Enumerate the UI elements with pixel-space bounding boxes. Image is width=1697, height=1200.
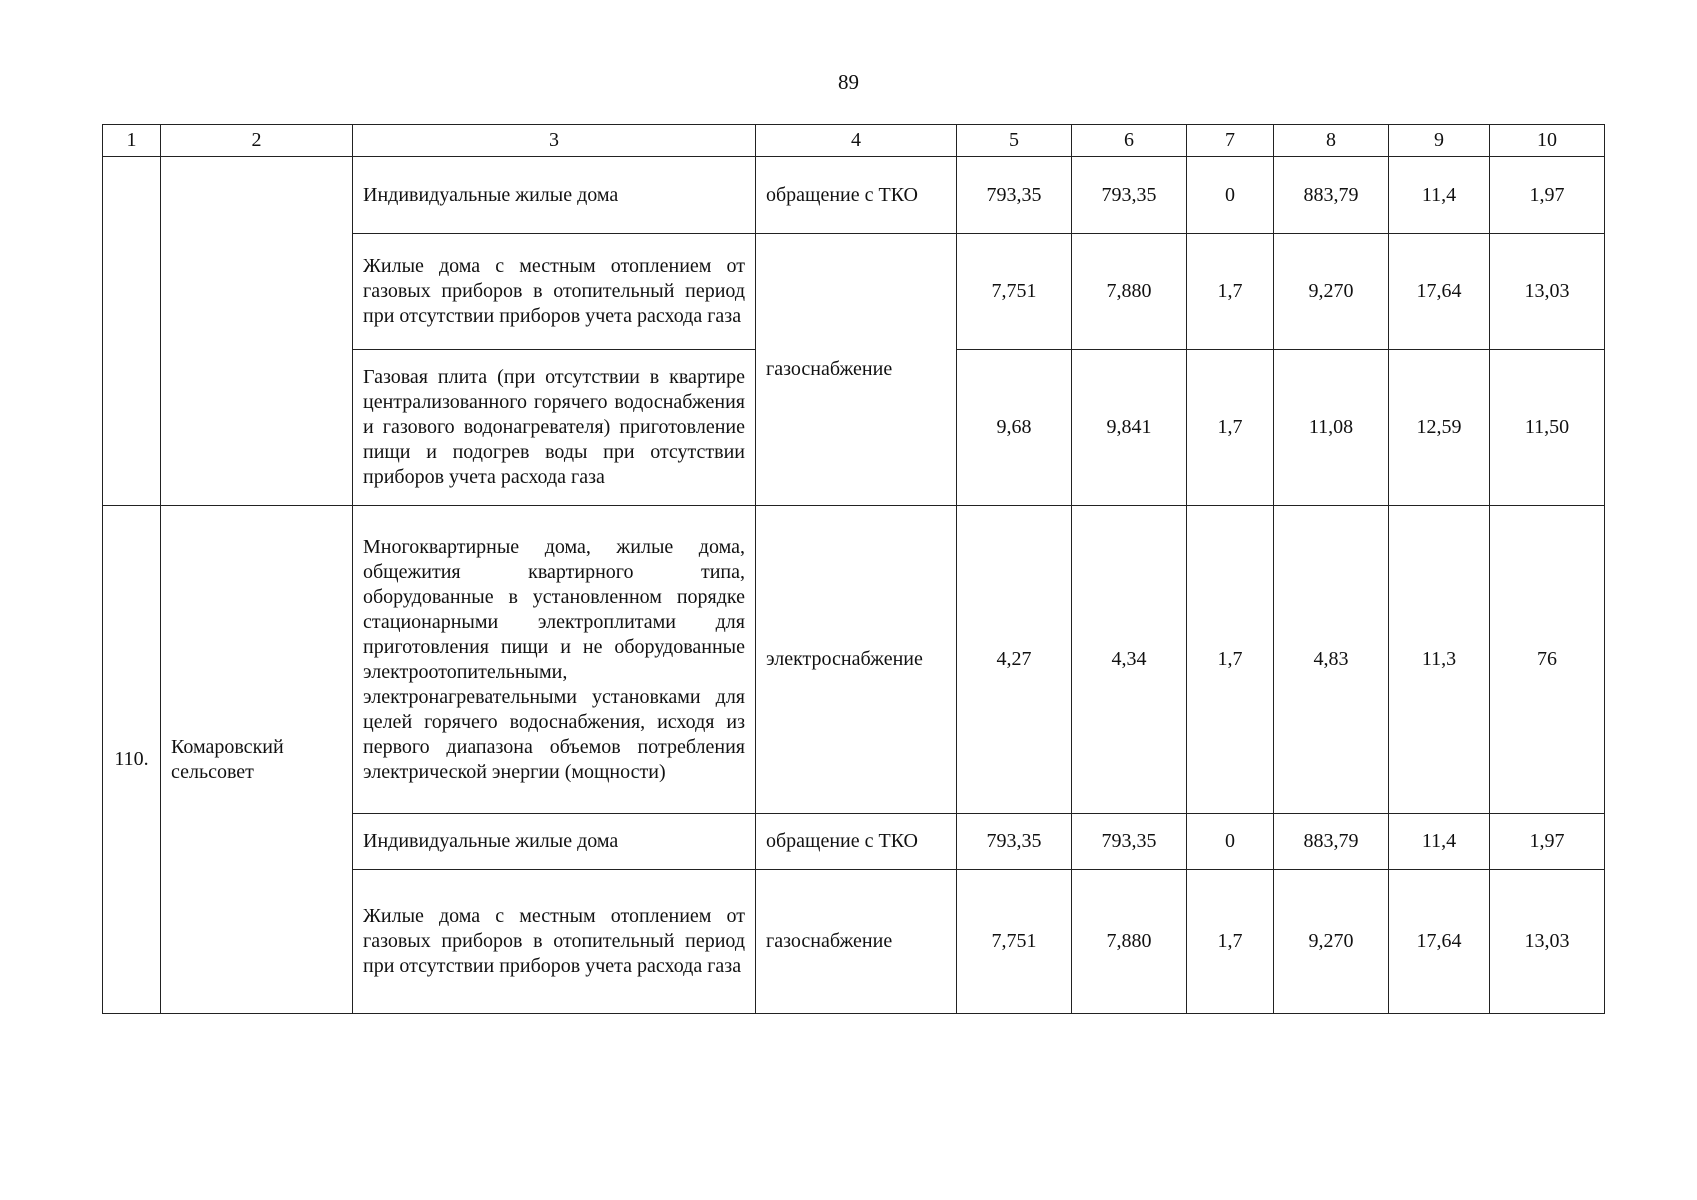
column-header: 5 bbox=[957, 125, 1072, 157]
value-cell: 13,03 bbox=[1490, 870, 1605, 1014]
value-cell: 11,4 bbox=[1389, 814, 1490, 870]
column-header: 10 bbox=[1490, 125, 1605, 157]
page-number: 89 bbox=[838, 70, 859, 94]
municipality-cell: Комаровский сельсовет bbox=[161, 506, 353, 1014]
header-row bbox=[103, 125, 1605, 157]
value-cell: 7,880 bbox=[1072, 234, 1187, 350]
table-row bbox=[103, 506, 1605, 814]
value-cell: 1,97 bbox=[1490, 814, 1605, 870]
value-cell: 9,270 bbox=[1274, 234, 1389, 350]
value-cell: 1,97 bbox=[1490, 157, 1605, 234]
value-cell: 4,34 bbox=[1072, 506, 1187, 814]
value-cell: 7,880 bbox=[1072, 870, 1187, 1014]
description-cell: Жилые дома с местным отоплением от газовых приборов в отопительный период при отсутствии приборов учета расхода газа bbox=[353, 870, 756, 1014]
value-cell: 11,50 bbox=[1490, 350, 1605, 506]
service-cell: электроснабжение bbox=[756, 506, 957, 814]
tariff-table bbox=[102, 124, 1605, 1014]
service-cell: газоснабжение bbox=[756, 870, 957, 1014]
description-cell: Индивидуальные жилые дома bbox=[353, 157, 756, 234]
value-cell: 793,35 bbox=[1072, 157, 1187, 234]
value-cell: 12,59 bbox=[1389, 350, 1490, 506]
value-cell: 17,64 bbox=[1389, 870, 1490, 1014]
column-header: 4 bbox=[756, 125, 957, 157]
value-cell: 1,7 bbox=[1187, 506, 1274, 814]
value-cell: 7,751 bbox=[957, 870, 1072, 1014]
value-cell: 793,35 bbox=[957, 814, 1072, 870]
column-header: 2 bbox=[161, 125, 353, 157]
number-cell: 110. bbox=[103, 506, 161, 1014]
column-header: 8 bbox=[1274, 125, 1389, 157]
column-header: 1 bbox=[103, 125, 161, 157]
value-cell: 0 bbox=[1187, 157, 1274, 234]
value-cell: 11,3 bbox=[1389, 506, 1490, 814]
column-header: 7 bbox=[1187, 125, 1274, 157]
value-cell: 9,68 bbox=[957, 350, 1072, 506]
value-cell: 17,64 bbox=[1389, 234, 1490, 350]
value-cell: 11,4 bbox=[1389, 157, 1490, 234]
value-cell: 1,7 bbox=[1187, 234, 1274, 350]
value-cell: 1,7 bbox=[1187, 870, 1274, 1014]
value-cell: 4,83 bbox=[1274, 506, 1389, 814]
value-cell: 9,841 bbox=[1072, 350, 1187, 506]
value-cell: 76 bbox=[1490, 506, 1605, 814]
column-header: 3 bbox=[353, 125, 756, 157]
value-cell: 1,7 bbox=[1187, 350, 1274, 506]
value-cell: 9,270 bbox=[1274, 870, 1389, 1014]
description-cell: Многоквартирные дома, жилые дома, общежития квартирного типа, оборудованные в установленном порядке стационарными электроплитами для приготовления пищи и не оборудованные электроотопительными, электронагревательными установками для целей горячего водоснабжения, исходя из первого диапазона объемов потребления электрической энергии (мощности) bbox=[353, 506, 756, 814]
value-cell: 883,79 bbox=[1274, 814, 1389, 870]
value-cell: 4,27 bbox=[957, 506, 1072, 814]
value-cell: 11,08 bbox=[1274, 350, 1389, 506]
service-cell: обращение с ТКО bbox=[756, 814, 957, 870]
description-cell: Газовая плита (при отсутствии в квартире централизованного горячего водоснабжения и газового водонагревателя) приготовление пищи и подогрев воды при отсутствии приборов учета расхода газа bbox=[353, 350, 756, 506]
service-cell: обращение с ТКО bbox=[756, 157, 957, 234]
service-cell: газоснабжение bbox=[756, 234, 957, 506]
value-cell: 883,79 bbox=[1274, 157, 1389, 234]
number-cell bbox=[103, 157, 161, 506]
table-row bbox=[103, 157, 1605, 234]
municipality-cell bbox=[161, 157, 353, 506]
value-cell: 7,751 bbox=[957, 234, 1072, 350]
value-cell: 793,35 bbox=[957, 157, 1072, 234]
description-cell: Индивидуальные жилые дома bbox=[353, 814, 756, 870]
column-header: 9 bbox=[1389, 125, 1490, 157]
value-cell: 13,03 bbox=[1490, 234, 1605, 350]
value-cell: 0 bbox=[1187, 814, 1274, 870]
description-cell: Жилые дома с местным отоплением от газовых приборов в отопительный период при отсутствии приборов учета расхода газа bbox=[353, 234, 756, 350]
value-cell: 793,35 bbox=[1072, 814, 1187, 870]
column-header: 6 bbox=[1072, 125, 1187, 157]
